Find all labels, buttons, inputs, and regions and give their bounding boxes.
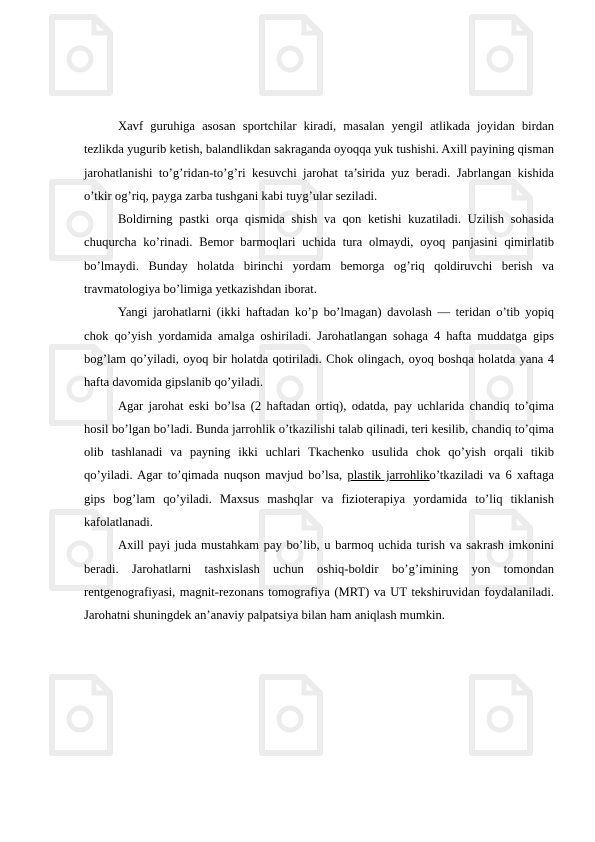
- paragraph-diagnosis: Axill payi juda mustahkam pay bo’lib, u barmoq uchida turish va sakrash imkonini beradi. Jarohatlarni tashxislash uchun oshiq-boldir bo’g’imining yon tomondan rentgenografiyasi, magnit-rezonans tomografiya (MRT) va UT tekshiruvidan foydalaniladi. Jarohatni shuningdek an’anaviy palpatsiya bilan ham aniqlash mumkin.: [84, 538, 554, 623]
- document-watermark-icon: [52, 677, 110, 753]
- document-watermark-icon: [52, 17, 110, 93]
- document-watermark-icon: [472, 677, 530, 753]
- paragraph-old-injury-text-before: Agar jarohat eski bo’lsa (2 haftadan ortiq), odatda, pay uchlarida chandiq to’qima hosil bo’lgan bo’ladi. Bunda jarrohlik o’tkazilishi talab qilinadi, teri kesilib, chandiq to’qima olib tashlanadi va payning ikki uchlari Tkachenko usulida chok qo’yish orqali tikib qo’yiladi. Agar to’qimada nuqson mavjud bo’lsa,: [84, 398, 554, 483]
- paragraph-fresh-injury-treatment: Yangi jarohatlarni (ikki haftadan ko’p bo’lmagan) davolash — teridan o’tib yopiq chok qo’yish yordamida amalga oshiriladi. Jarohatlangan sohaga 4 hafta muddatga gips bog’lam qo’yiladi, oyoq bir holatda qotiriladi. Chok olingach, oyoq boshqa holatda yana 4 hafta davomida gipslanib qo’yiladi.: [84, 305, 554, 390]
- document-watermark-icon: [262, 677, 320, 753]
- plastic-surgery-link[interactable]: plastik jarrohlik: [347, 468, 430, 483]
- paragraph-old-injury-text-after: o’tkaziladi va 6 xaftaga gips bog’lam qo’yiladi. Maxsus mashqlar va fizioterapiya yordamida to’liq tiklanish kafolatlanadi.: [84, 468, 554, 530]
- document-body: [84, 115, 554, 628]
- paragraph-old-injury-treatment: [84, 395, 554, 535]
- document-watermark-icon: [472, 17, 530, 93]
- document-watermark-icon: [262, 17, 320, 93]
- paragraph-risk-group: Xavf guruhiga asosan sportchilar kiradi, masalan yengil atlikada joyidan birdan tezlikda yugurib ketish, balandlikdan sakraganda oyoqqa yuk tushishi. Axill payining qisman jarohatlanishi to’g’ridan-to’g’ri kesuvchi jarohat ta’sirida yuz beradi. Jabrlangan kishida o’tkir og’riq, payga zarba tushgani kabi tuyg’ular seziladi.: [84, 119, 554, 203]
- paragraph-symptoms: Boldirning pastki orqa qismida shish va qon ketishi kuzatiladi. Uzilish sohasida chuqurcha ko’rinadi. Bemor barmoqlari uchida tura olmaydi, oyoq panjasini qimirlatib bo’lmaydi. Bunday holatda birinchi yordam bemorga og’riq qoldiruvchi berish va travmatologiya bo’limiga yetkazishdan iborat.: [84, 212, 554, 297]
